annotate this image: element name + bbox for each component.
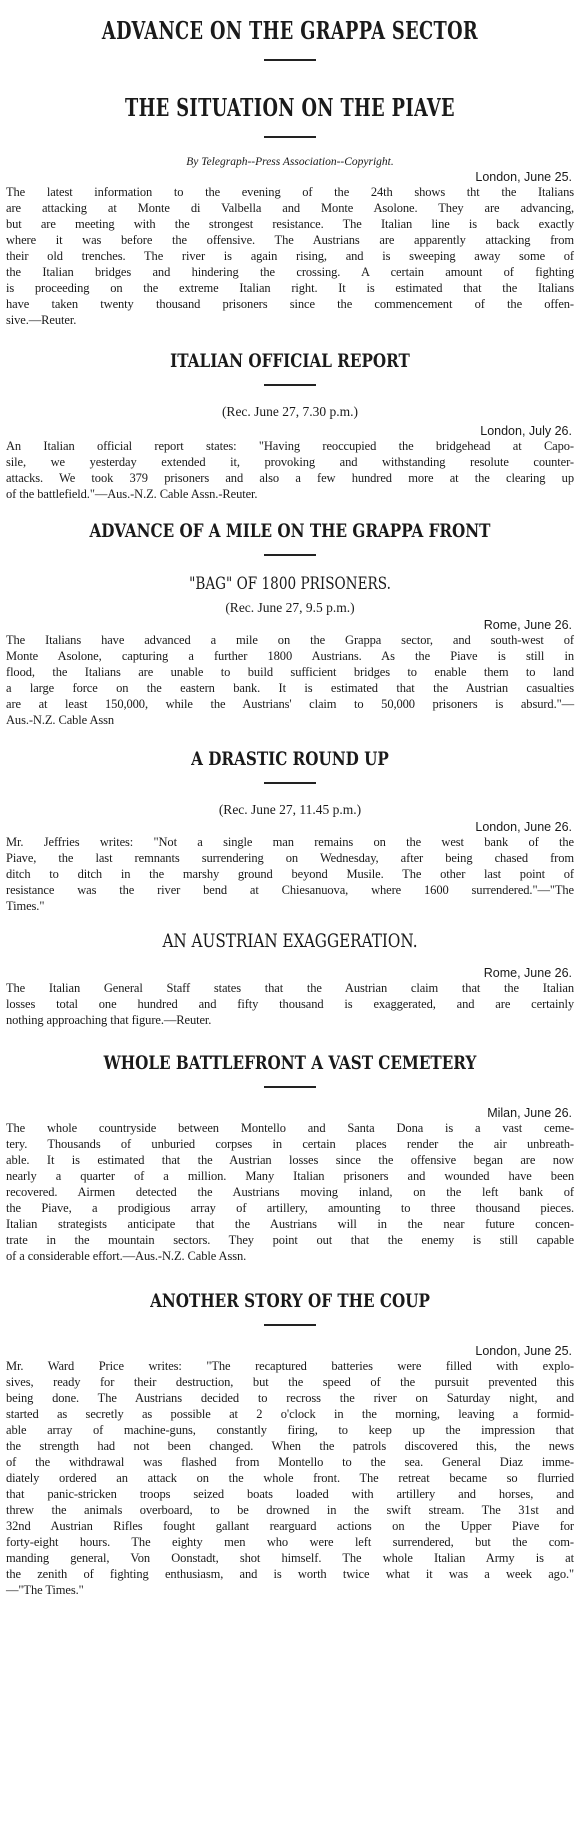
section-paragraph — [4, 1120, 576, 1264]
paragraph-line: resistance was the river bend at Chiesanuova, where 1600 surrendered."—"The — [6, 883, 574, 897]
paragraph-line: Monte Asolone, capturing a further 1800 Austrians. As the Piave is still in — [6, 649, 574, 663]
paragraph-line: Mr. Jeffries writes: "Not a single man remains on the west bank of the — [6, 835, 574, 849]
section-title: AN AUSTRIAN EXAGGERATION. — [162, 930, 418, 952]
lead-line: where it was before the offensive. The Austrians are apparently attacking from — [6, 233, 574, 247]
section-rule — [264, 782, 316, 784]
paragraph-line: nothing approaching that figure.—Reuter. — [6, 1013, 212, 1027]
paragraph-line: ditch to ditch in the marshy ground beyond Musile. The other last point of — [6, 867, 574, 881]
section-title: ADVANCE OF A MILE ON THE GRAPPA FRONT — [89, 520, 491, 542]
paragraph-line: threw the animals overboard, to be drowned in the swift stream. The 31st and — [6, 1503, 574, 1517]
lead-paragraph — [4, 184, 576, 328]
paragraph-line: are at least 150,000, while the Austrians' claim to 50,000 prisoners is absurd."— — [6, 697, 574, 711]
main-headline-block — [4, 0, 576, 138]
paragraph-line: Piave, the last remnants surrendering on Wednesday, after being chased from — [6, 851, 574, 865]
section-rule — [264, 1324, 316, 1326]
section-paragraph — [4, 632, 576, 728]
section-title: A DRASTIC ROUND UP — [191, 748, 389, 770]
section-italian-official-report — [4, 350, 576, 502]
paragraph-line: 32nd Austrian Rifles fought gallant rearguard actions on the Upper Piave for — [6, 1519, 574, 1533]
lead-line: but are meeting with the strongest resistance. The Italian line is back exactly — [6, 217, 574, 231]
lead-line: the Italian bridges and hindering the crossing. A certain amount of fighting — [6, 265, 574, 279]
paragraph-line: started as secretly as possible at 2 o'clock in the morning, leaving a formid- — [6, 1407, 574, 1421]
section-rule — [264, 554, 316, 556]
section-paragraph — [4, 834, 576, 914]
paragraph-line: being done. The Austrians decided to recross the river on Saturday night, and — [6, 1391, 574, 1405]
paragraph-line: The Italians have advanced a mile on the Grappa sector, and south-west of — [6, 633, 574, 647]
paragraph-line: the Piave, a prodigious array of artillery, amounting to three thousand pieces. — [6, 1201, 574, 1215]
section-dateline: Rome, June 26. — [483, 618, 572, 632]
lead-dateline: London, June 25. — [475, 170, 572, 184]
section-title: ANOTHER STORY OF THE COUP — [150, 1290, 430, 1312]
subheadline-rule — [264, 136, 316, 138]
paragraph-line: that panic-stricken troops seized boats loaded with artillery and horses, and — [6, 1487, 574, 1501]
section-advance-grappa-front — [4, 520, 576, 728]
section-title: ITALIAN OFFICIAL REPORT — [170, 350, 410, 372]
lead-line: The latest information to the evening of the 24th shows tht the Italians — [6, 185, 574, 199]
byline: By Telegraph--Press Association--Copyright. — [186, 156, 394, 168]
section-dateline: Milan, June 26. — [487, 1106, 572, 1120]
lead-line: is proceeding on the extreme Italian right. It is estimated that the Italians — [6, 281, 574, 295]
section-subtitle: "BAG" OF 1800 PRISONERS. — [189, 574, 391, 594]
paragraph-line: able array of machine-guns, constantly firing, to keep up the impression that — [6, 1423, 574, 1437]
section-drastic-round-up — [4, 748, 576, 914]
lead-line: have taken twenty thousand prisoners since the commencement of the offen- — [6, 297, 574, 311]
paragraph-line: diately ordered an attack on the whole front. The retreat became so flurried — [6, 1471, 574, 1485]
paragraph-line: a large force on the eastern bank. It is estimated that the Austrian casualties — [6, 681, 574, 695]
sub-headline: THE SITUATION ON THE PIAVE — [125, 93, 455, 122]
paragraph-line: nearly a quarter of a million. Many Italian prisoners and wounded have been — [6, 1169, 574, 1183]
paragraph-line: The whole countryside between Montello and Santa Dona is a vast ceme- — [6, 1121, 574, 1135]
paragraph-line: attacks. We took 379 prisoners and also a few hundred more at the clearing up — [6, 471, 574, 485]
paragraph-line: able. It is estimated that the Austrian losses since the offensive began are now — [6, 1153, 574, 1167]
paragraph-line: forty-eight hours. The eighty men who were left surrendered, but the com- — [6, 1535, 574, 1549]
section-austrian-exaggeration — [4, 930, 576, 1028]
lead-line: their old trenches. The river is again rising, and is sweeping away some of — [6, 249, 574, 263]
lead-line: sive.—Reuter. — [6, 313, 77, 327]
section-dateline: London, June 25. — [475, 1344, 572, 1358]
paragraph-line: of a considerable effort.—Aus.-N.Z. Cable Assn. — [6, 1249, 247, 1263]
received-time: (Rec. June 27, 9.5 p.m.) — [225, 600, 355, 615]
section-title: WHOLE BATTLEFRONT A VAST CEMETERY — [103, 1052, 477, 1074]
paragraph-line: losses total one hundred and fifty thousand is exaggerated, and are certainly — [6, 997, 574, 1011]
lead-line: are attacking at Monte di Valbella and Monte Asolone. They are advancing, — [6, 201, 574, 215]
section-dateline: Rome, June 26. — [483, 966, 572, 980]
main-headline: ADVANCE ON THE GRAPPA SECTOR — [101, 16, 479, 45]
paragraph-line: of the withdrawal was flashed from Montello to the sea. General Diaz imme- — [6, 1455, 574, 1469]
section-paragraph — [4, 1358, 576, 1598]
headline-rule — [264, 59, 316, 61]
paragraph-line: tery. Thousands of unburied corpses in certain places render the air unbreath- — [6, 1137, 574, 1151]
paragraph-line: the strength had not been changed. When the patrols discovered this, the news — [6, 1439, 574, 1453]
section-rule — [264, 1086, 316, 1088]
received-time: (Rec. June 27, 11.45 p.m.) — [218, 802, 362, 817]
section-dateline: London, June 26. — [475, 820, 572, 834]
paragraph-line: of the battlefield."—Aus.-N.Z. Cable Assn.-Reuter. — [6, 487, 258, 501]
paragraph-line: the zenith of fighting enthusiasm, and is worth twice what it was a week ago." — [6, 1567, 574, 1581]
section-dateline: London, July 26. — [480, 424, 572, 438]
paragraph-line: recovered. Airmen detected the Austrians moving inland, on the left bank of — [6, 1185, 574, 1199]
section-vast-cemetery — [4, 1052, 576, 1264]
paragraph-line: manding general, Von Oonstadt, shot himself. The whole Italian Army is at — [6, 1551, 574, 1565]
section-story-of-the-coup — [4, 1290, 576, 1598]
paragraph-line: Mr. Ward Price writes: "The recaptured batteries were filled with explo- — [6, 1359, 574, 1373]
paragraph-line: sives, ready for their destruction, but the speed of the pursuit prevented this — [6, 1375, 574, 1389]
section-rule — [264, 384, 316, 386]
paragraph-line: —"The Times." — [6, 1583, 84, 1597]
paragraph-line: An Italian official report states: "Having reoccupied the bridgehead at Capo- — [6, 439, 574, 453]
received-time: (Rec. June 27, 7.30 p.m.) — [221, 404, 359, 419]
paragraph-line: The Italian General Staff states that the Austrian claim that the Italian — [6, 981, 574, 995]
section-paragraph — [4, 980, 576, 1028]
paragraph-line: flood, the Italians are unable to build sufficient bridges to enable them to land — [6, 665, 574, 679]
paragraph-line: Times." — [6, 899, 45, 913]
paragraph-line: Italian strategists anticipate that the Austrians will in the near future concen- — [6, 1217, 574, 1231]
paragraph-line: sile, we yesterday extended it, provoking and withstanding resolute counter- — [6, 455, 574, 469]
paragraph-line: trate in the mountain sectors. They point out that the enemy is still capable — [6, 1233, 574, 1247]
section-paragraph — [4, 438, 576, 502]
paragraph-line: Aus.-N.Z. Cable Assn — [6, 713, 115, 727]
